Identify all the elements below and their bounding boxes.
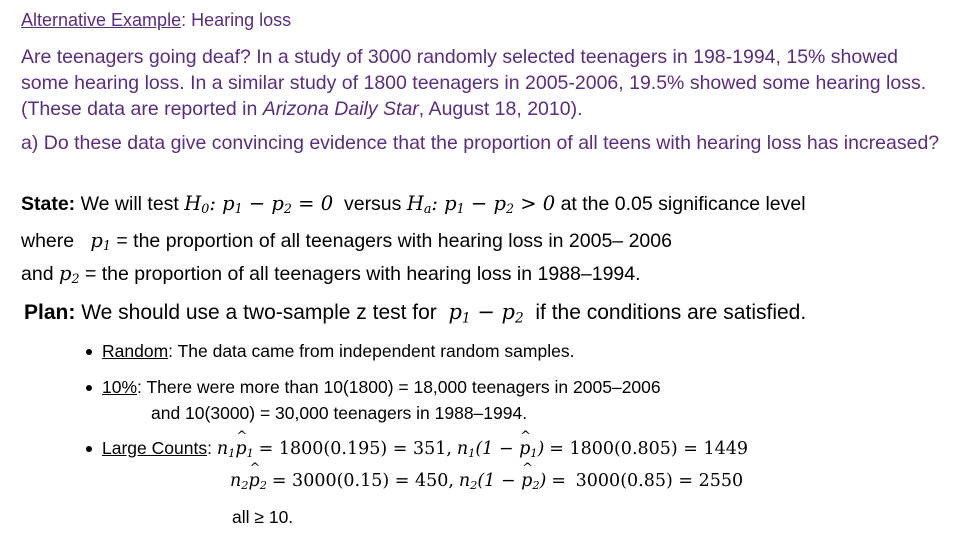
state-label: State: bbox=[21, 193, 76, 215]
where-line bbox=[21, 229, 672, 253]
bullet-large-counts bbox=[86, 438, 748, 460]
alt-hypothesis: $H_a$: $p_1 - p_2 > 0$ bbox=[406, 192, 556, 217]
lc1b: = 1800(0.805) = 1449 bbox=[549, 439, 749, 459]
p2-symbol: $p_2$ bbox=[58, 262, 80, 287]
state-text1: We will test bbox=[80, 193, 179, 215]
bullet-dot bbox=[86, 349, 92, 355]
lc2c: 3000(0.85) = 2550 bbox=[575, 471, 744, 491]
large-label: Large Counts bbox=[102, 438, 208, 458]
where-text: = the proportion of all teenagers with hearing loss in 2005– 2006 bbox=[116, 230, 672, 252]
bullet-dot bbox=[86, 446, 92, 452]
bullet-dot bbox=[86, 385, 92, 391]
n1-p1hat: $n_1\^{}$ $p_1$ bbox=[217, 439, 254, 459]
slide-title bbox=[21, 10, 291, 31]
ten-text1: : There were more than 10(1800) = 18,000 teenagers in 2005–2006 bbox=[137, 377, 661, 397]
plan-text1: We should use a two-sample z test for bbox=[81, 301, 437, 324]
plan-label: Plan: bbox=[24, 301, 76, 324]
ten-text-line2: and 10(3000) = 30,000 teenagers in 1988–1994. bbox=[151, 403, 528, 423]
and-line bbox=[21, 262, 641, 286]
intro-italic: Arizona Daily Star bbox=[262, 98, 419, 120]
bullet-ten-percent bbox=[86, 377, 661, 398]
intro-part2: , August 18, 2010). bbox=[418, 98, 583, 120]
state-text2: at the 0.05 significance level bbox=[560, 193, 806, 215]
and-text: = the proportion of all teenagers with hearing loss in 1988–1994. bbox=[84, 263, 641, 285]
lc2a: = 3000(0.15) = 450, bbox=[271, 471, 454, 491]
question-a: a) Do these data give convincing evidence that the proportion of all teens with hearing loss has increased? bbox=[21, 132, 940, 154]
plan-text2: if the conditions are satisfied. bbox=[535, 301, 807, 324]
lc1a: = 1800(0.195) = 351, bbox=[258, 439, 452, 459]
title-underlined: Alternative Example bbox=[21, 10, 182, 30]
ten-label: 10% bbox=[102, 377, 138, 397]
intro-part1: Are teenagers going deaf? In a study of 3000 randomly selected teenagers in 198-1994, 15% showed some hearing loss. In a similar study of 1800 teenagers in 2005-2006, 19.5% showed some hearing loss. (These data are reported in bbox=[21, 46, 927, 120]
n1-one-minus-p1hat: $n_1(1$ − ^ $p_1$) bbox=[457, 439, 545, 459]
random-label: Random bbox=[102, 341, 169, 361]
versus-label: versus bbox=[343, 193, 402, 215]
and-label: and bbox=[21, 263, 54, 285]
lc2b: = bbox=[551, 471, 566, 491]
all-geq-ten: all ≥ 10. bbox=[232, 507, 294, 527]
random-text: : The data came from independent random samples. bbox=[168, 341, 575, 361]
state-line bbox=[21, 192, 806, 216]
p1-symbol: $p_1$ bbox=[90, 229, 111, 254]
n2-p2hat: $n_2\^{}$ $p_2$ bbox=[230, 471, 267, 491]
large-colon: : bbox=[207, 438, 212, 458]
null-hypothesis: $H_0$: $p_1 - p_2 = 0$ bbox=[184, 192, 334, 217]
n2-one-minus-p2hat: $n_2(1$ − ^ $p_2$) bbox=[459, 471, 547, 491]
plan-line bbox=[24, 300, 806, 326]
large-counts-line2 bbox=[230, 470, 743, 492]
title-rest: : Hearing loss bbox=[181, 10, 292, 30]
p1-minus-p2: $p_1 - p_2$ bbox=[448, 300, 524, 327]
intro-paragraph bbox=[21, 44, 951, 122]
bullet-random bbox=[86, 341, 574, 362]
where-label: where bbox=[21, 230, 75, 252]
